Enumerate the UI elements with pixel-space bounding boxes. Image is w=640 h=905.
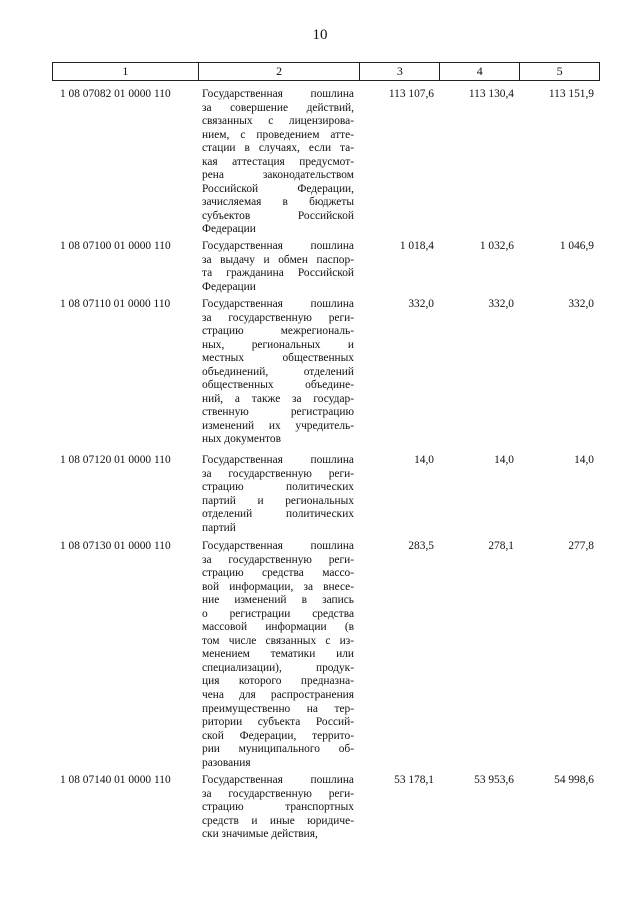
budget-code: 1 08 07110 01 0000 110 [60, 298, 171, 310]
amount-column-3: 53 178,1 [394, 774, 434, 786]
description-line: рии муниципального об- [202, 743, 354, 756]
description-line: страцию политических [202, 481, 354, 494]
description-line: Государственная пошлина [202, 774, 354, 786]
description-line: Государственная пошлина [202, 454, 354, 466]
description-line: преимущественно на тер- [202, 702, 354, 715]
description-line: партий [202, 521, 236, 534]
fee-description [202, 774, 354, 842]
amount-column-4: 278,1 [488, 540, 514, 552]
description-line: Российской Федерации, [202, 182, 354, 195]
description-line: та гражданина Российской [202, 267, 354, 280]
description-line: объединений, отделений [202, 365, 354, 378]
amount-column-5: 332,0 [568, 298, 594, 310]
fee-description [202, 540, 354, 770]
amount-column-3: 283,5 [408, 540, 434, 552]
description-line: Государственная пошлина [202, 298, 354, 310]
description-line: за государственную реги- [202, 787, 354, 800]
amount-column-4: 113 130,4 [468, 88, 514, 100]
description-line: субъектов Российской [202, 209, 354, 222]
description-line: за выдачу и обмен паспор- [202, 253, 354, 266]
description-line: ных, региональных и [202, 338, 354, 351]
description-line: страцию межрегиональ- [202, 325, 354, 338]
description-line: за совершение действий, [202, 101, 354, 114]
amount-column-4: 332,0 [488, 298, 514, 310]
description-line: за государственную реги- [202, 553, 354, 566]
description-line: партий и региональных [202, 494, 354, 507]
budget-code: 1 08 07120 01 0000 110 [60, 454, 171, 466]
description-line: страцию средства массо- [202, 567, 354, 580]
description-line: общественных объедине- [202, 379, 354, 392]
description-line: Федерации [202, 223, 256, 236]
budget-code: 1 08 07100 01 0000 110 [60, 240, 171, 252]
description-line: местных общественных [202, 352, 354, 365]
amount-column-3: 332,0 [408, 298, 434, 310]
table-header-row [52, 62, 600, 81]
description-line: ски значимые действия, [202, 828, 318, 841]
description-line: ние изменений в запись [202, 594, 354, 607]
amount-column-5: 113 151,9 [548, 88, 594, 100]
amount-column-5: 14,0 [574, 454, 594, 466]
description-line: за государственную реги- [202, 311, 354, 324]
description-line: ний, а также за государ- [202, 392, 354, 405]
description-line: ской Федерации, террито- [202, 729, 354, 742]
amount-column-3: 1 018,4 [399, 240, 434, 252]
description-line: ритории субъекта Россий- [202, 716, 354, 729]
amount-column-4: 1 032,6 [479, 240, 514, 252]
amount-column-3: 113 107,6 [388, 88, 434, 100]
description-line: страцию транспортных [202, 801, 354, 814]
column-header-2: 2 [199, 63, 361, 80]
fee-description [202, 454, 354, 535]
description-line: Государственная пошлина [202, 540, 354, 552]
amount-column-3: 14,0 [414, 454, 434, 466]
column-header-5: 5 [520, 63, 600, 80]
fee-description [202, 298, 354, 447]
description-line: чена для распространения [202, 689, 354, 702]
description-line: за государственную реги- [202, 467, 354, 480]
description-line: стации в случаях, если та- [202, 142, 354, 155]
amount-column-5: 1 046,9 [559, 240, 594, 252]
description-line: нием, с проведением атте- [202, 128, 354, 141]
description-line: массовой информации (в [202, 621, 354, 634]
description-line: менением тематики или [202, 648, 354, 661]
column-header-4: 4 [440, 63, 520, 80]
description-line: рена законодательством [202, 169, 354, 182]
description-line: ственную регистрацию [202, 406, 354, 419]
page-number: 10 [312, 27, 328, 43]
amount-column-5: 54 998,6 [554, 774, 594, 786]
description-line: изменений их учредитель- [202, 419, 354, 432]
description-line: связанных с лицензирова- [202, 115, 354, 128]
amount-column-5: 277,8 [568, 540, 594, 552]
budget-code: 1 08 07140 01 0000 110 [60, 774, 171, 786]
column-header-3: 3 [360, 63, 440, 80]
budget-code: 1 08 07082 01 0000 110 [60, 88, 171, 100]
description-line: Федерации [202, 280, 256, 293]
description-line: Государственная пошлина [202, 240, 354, 252]
description-line: разования [202, 756, 251, 769]
description-line: том числе связанных с из- [202, 634, 354, 647]
description-line: зачисляемая в бюджеты [202, 196, 354, 209]
fee-description [202, 240, 354, 294]
description-line: Государственная пошлина [202, 88, 354, 100]
amount-column-4: 14,0 [494, 454, 514, 466]
description-line: о регистрации средства [202, 607, 354, 620]
description-line: кая аттестация предусмот- [202, 155, 354, 168]
description-line: специализации), продук- [202, 661, 354, 674]
description-line: ция которого предназна- [202, 675, 354, 688]
description-line: вой информации, за внесе- [202, 580, 354, 593]
description-line: отделений политических [202, 508, 354, 521]
description-line: ных документов [202, 433, 281, 446]
fee-description [202, 88, 354, 237]
budget-code: 1 08 07130 01 0000 110 [60, 540, 171, 552]
amount-column-4: 53 953,6 [474, 774, 514, 786]
column-header-1: 1 [53, 63, 199, 80]
description-line: средств и иные юридиче- [202, 814, 354, 827]
